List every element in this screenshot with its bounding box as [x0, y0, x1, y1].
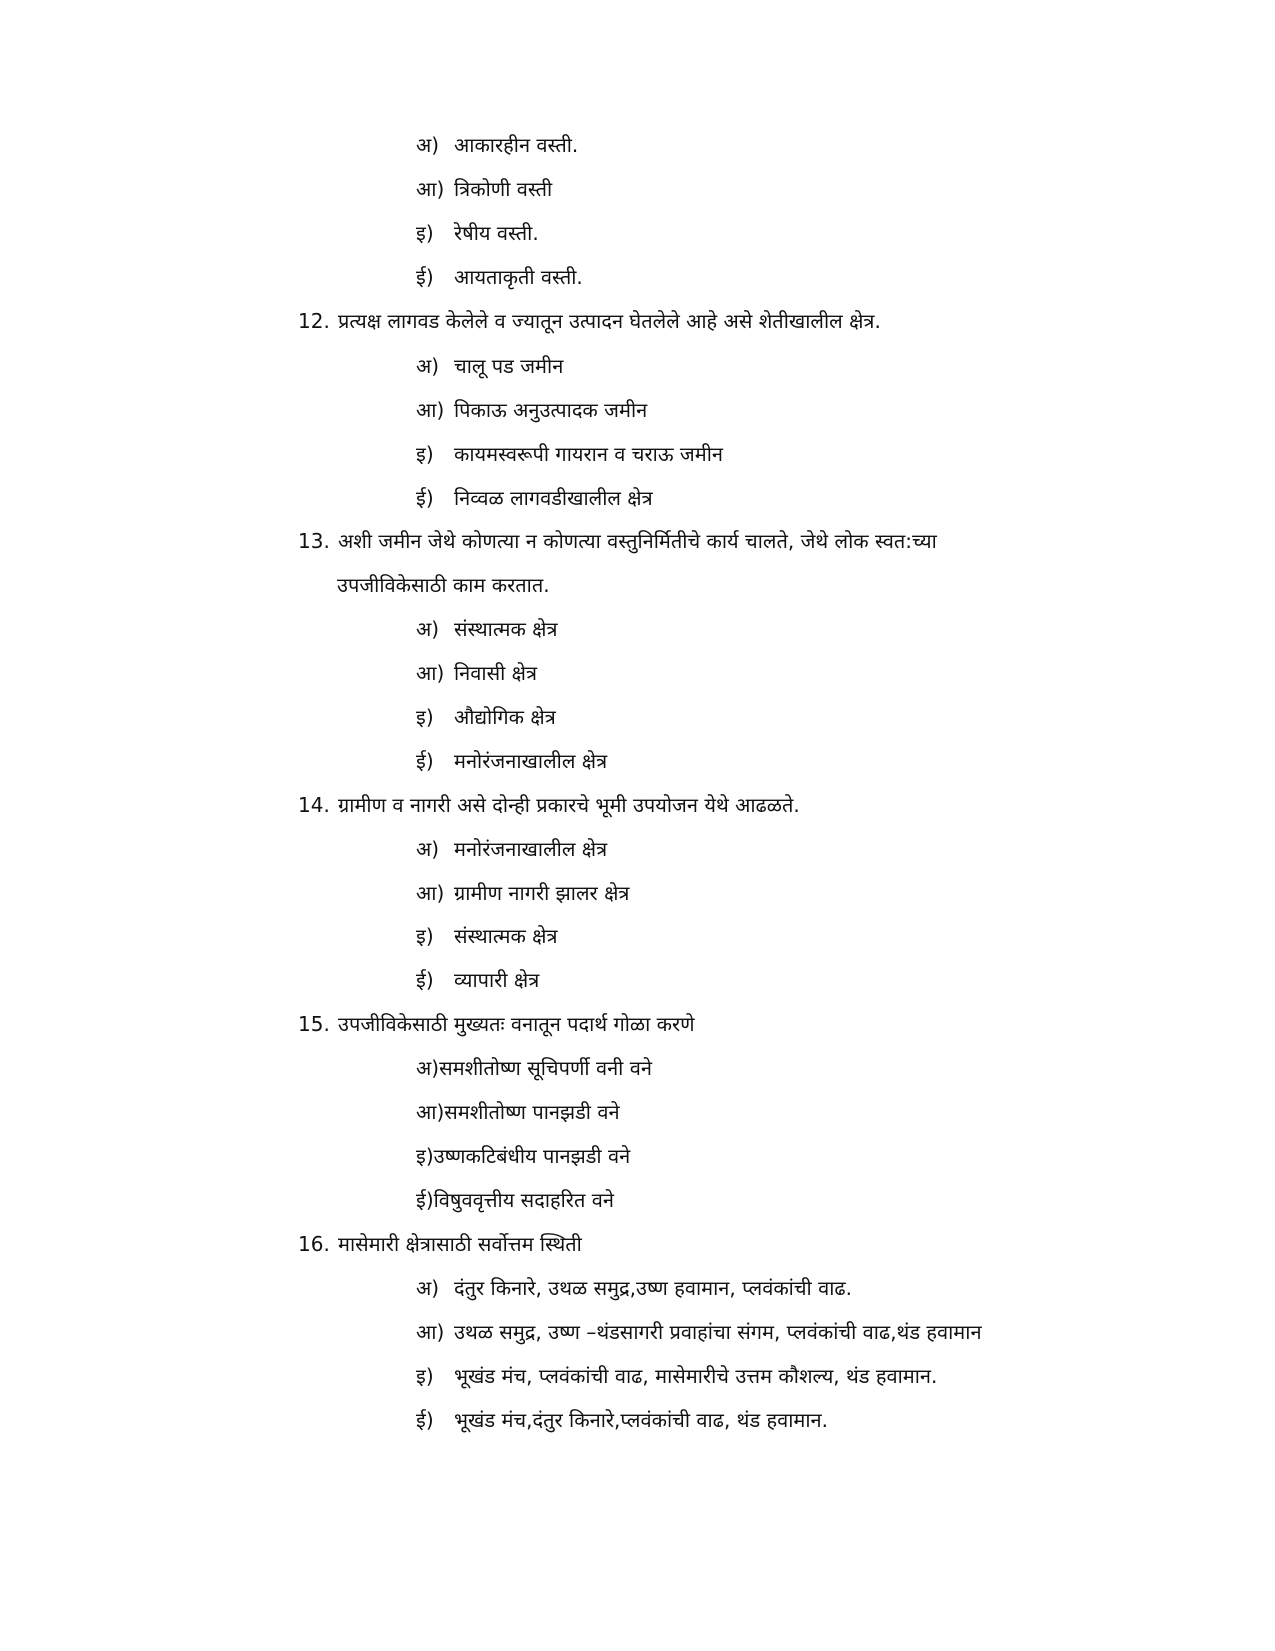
question-12: 12. प्रत्यक्ष लागवड केलेले व ज्यातून उत्पादन घेतलेले आहे असे शेतीखालील क्षेत्र. [298, 309, 881, 333]
q16-option-ii: ई) भूखंड मंच,दंतुर किनारे,प्लवंकांची वाढ, थंड हवामान. [416, 1408, 829, 1432]
q12-option-i: इ) कायमस्वरूपी गायरान व चराऊ जमीन [416, 442, 723, 466]
question-14: 14. ग्रामीण व नागरी असे दोन्ही प्रकारचे भूमी उपयोजन येथे आढळते. [298, 793, 800, 817]
q13-option-aa: आ) निवासी क्षेत्र [416, 661, 538, 685]
q12-option-ii: ई) निव्वळ लागवडीखालील क्षेत्र [416, 486, 653, 510]
q13-option-ii: ई) मनोरंजनाखालील क्षेत्र [416, 749, 608, 773]
q11-option-a: अ) आकारहीन वस्ती. [416, 133, 579, 157]
q15-option-a: अ)समशीतोष्ण सूचिपर्णी वनी वने [416, 1056, 652, 1080]
q14-option-ii: ई) व्यापारी क्षेत्र [416, 968, 540, 992]
q14-option-a: अ) मनोरंजनाखालील क्षेत्र [416, 837, 608, 861]
q11-option-ii: ई) आयताकृती वस्ती. [416, 265, 583, 289]
q16-option-aa: आ) उथळ समुद्र, उष्ण –थंडसागरी प्रवाहांचा संगम, प्लवंकांची वाढ,थंड हवामान [416, 1320, 982, 1344]
q15-option-ii: ई)विषुववृत्तीय सदाहरित वने [416, 1188, 614, 1212]
q13-option-i: इ) औद्योगिक क्षेत्र [416, 705, 556, 729]
q14-option-i: इ) संस्थात्मक क्षेत्र [416, 924, 558, 948]
question-13: 13. अशी जमीन जेथे कोणत्या न कोणत्या वस्तुनिर्मितीचे कार्य चालते, जेथे लोक स्वत:च्या [298, 529, 937, 553]
question-16: 16. मासेमारी क्षेत्रासाठी सर्वोत्तम स्थिती [298, 1232, 582, 1256]
q11-option-i: इ) रेषीय वस्ती. [416, 221, 539, 245]
q15-option-i: इ)उष्णकटिबंधीय पानझडी वने [416, 1144, 631, 1168]
q16-option-a: अ) दंतुर किनारे, उथळ समुद्र,उष्ण हवामान, प्लवंकांची वाढ. [416, 1276, 853, 1300]
q12-option-aa: आ) पिकाऊ अनुउत्पादक जमीन [416, 398, 648, 422]
q11-option-aa: आ) त्रिकोणी वस्ती [416, 177, 553, 201]
question-15: 15. उपजीविकेसाठी मुख्यतः वनातून पदार्थ गोळा करणे [298, 1012, 695, 1036]
q12-option-a: अ) चालू पड जमीन [416, 354, 564, 378]
question-13-continuation: उपजीविकेसाठी काम करतात. [337, 573, 550, 597]
q16-option-i: इ) भूखंड मंच, प्लवंकांची वाढ, मासेमारीचे उत्तम कौशल्य, थंड हवामान. [416, 1364, 938, 1388]
q15-option-aa: आ)समशीतोष्ण पानझडी वने [416, 1100, 620, 1124]
q13-option-a: अ) संस्थात्मक क्षेत्र [416, 617, 558, 641]
q14-option-aa: आ) ग्रामीण नागरी झालर क्षेत्र [416, 881, 630, 905]
